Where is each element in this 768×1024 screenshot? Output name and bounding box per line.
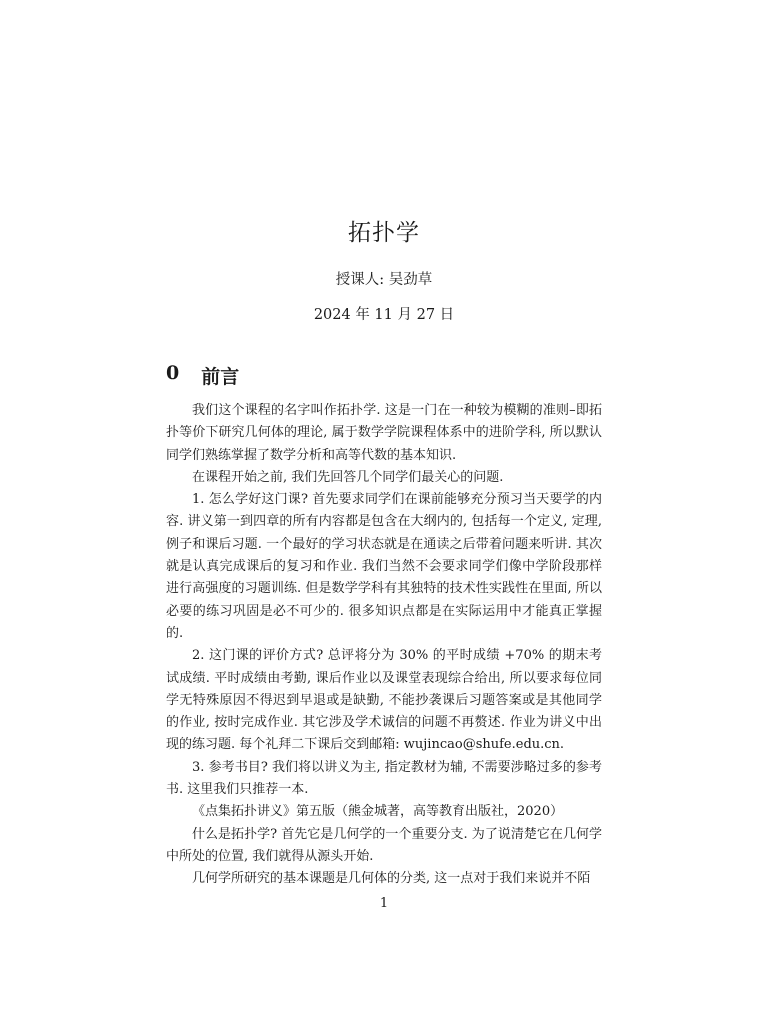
- paragraph: 2. 这门课的评价方式? 总评将分为 30% 的平时成绩 +70% 的期末考试成绩. 平时成绩由考勤, 课后作业以及课堂表现综合给出, 所以要求每位同学无特殊原因不得迟到早退或是缺勤, 不能抄袭课后习题答案或是其他同学的作业, 按时完成作业. 其它涉及学术诚信的问题不再赘述. 作业为讲义中出现的练习题. 每个礼拜二下课后交到邮箱: wujincao@shufe.edu.cn.: [166, 648, 602, 753]
- section-title: 前言: [201, 366, 240, 388]
- paragraph: 在课程开始之前, 我们先回答几个同学们最关心的问题.: [192, 469, 504, 485]
- body-text: [166, 400, 602, 891]
- document-author: 授课人: 吴劲草: [335, 272, 433, 288]
- paragraph: 3. 参考书目? 我们将以讲义为主, 指定教材为辅, 不需要涉略过多的参考书. 这里我们只推荐一本.: [166, 759, 602, 798]
- section-heading: [166, 362, 239, 389]
- document-title: 拓扑学: [348, 220, 420, 246]
- paragraph: 什么是拓扑学? 首先它是几何学的一个重要分支. 为了说清楚它在几何学中所处的位置, 我们就得从源头开始.: [166, 826, 602, 864]
- section-number: 0: [166, 362, 180, 384]
- page-number: 1: [379, 896, 389, 911]
- paragraph: 1. 怎么学好这门课? 首先要求同学们在课前能够充分预习当天要学的内容. 讲义第一到四章的所有内容都是包含在大纲内的, 包括每一个定义, 定理, 例子和课后习题. 一个最好的学习状态就是在通读之后带着问题来听讲. 其次就是认真完成课后的复习和作业. 我们当然不会要求同学们像中学阶段那样进行高强度的习题训练. 但是数学学科有其独特的技术性实践性在里面, 所以必要的练习巩固是必不可少的. 很多知识点都是在实际运用中才能真正掌握的.: [166, 492, 602, 641]
- document-date: 2024 年 11 月 27 日: [313, 307, 455, 323]
- paragraph: 几何学所研究的基本课题是几何体的分类, 这一点对于我们来说并不陌: [192, 871, 591, 887]
- paragraph: 我们这个课程的名字叫作拓扑学. 这是一门在一种较为模糊的准则–即拓扑等价下研究几何体的理论, 属于数学学院课程体系中的进阶学科, 所以默认同学们熟练掌握了数学分析和高等代数的基本知识.: [166, 403, 602, 463]
- reference-entry: 《点集拓扑讲义》第五版（熊金城著，高等教育出版社，2020）: [192, 804, 564, 820]
